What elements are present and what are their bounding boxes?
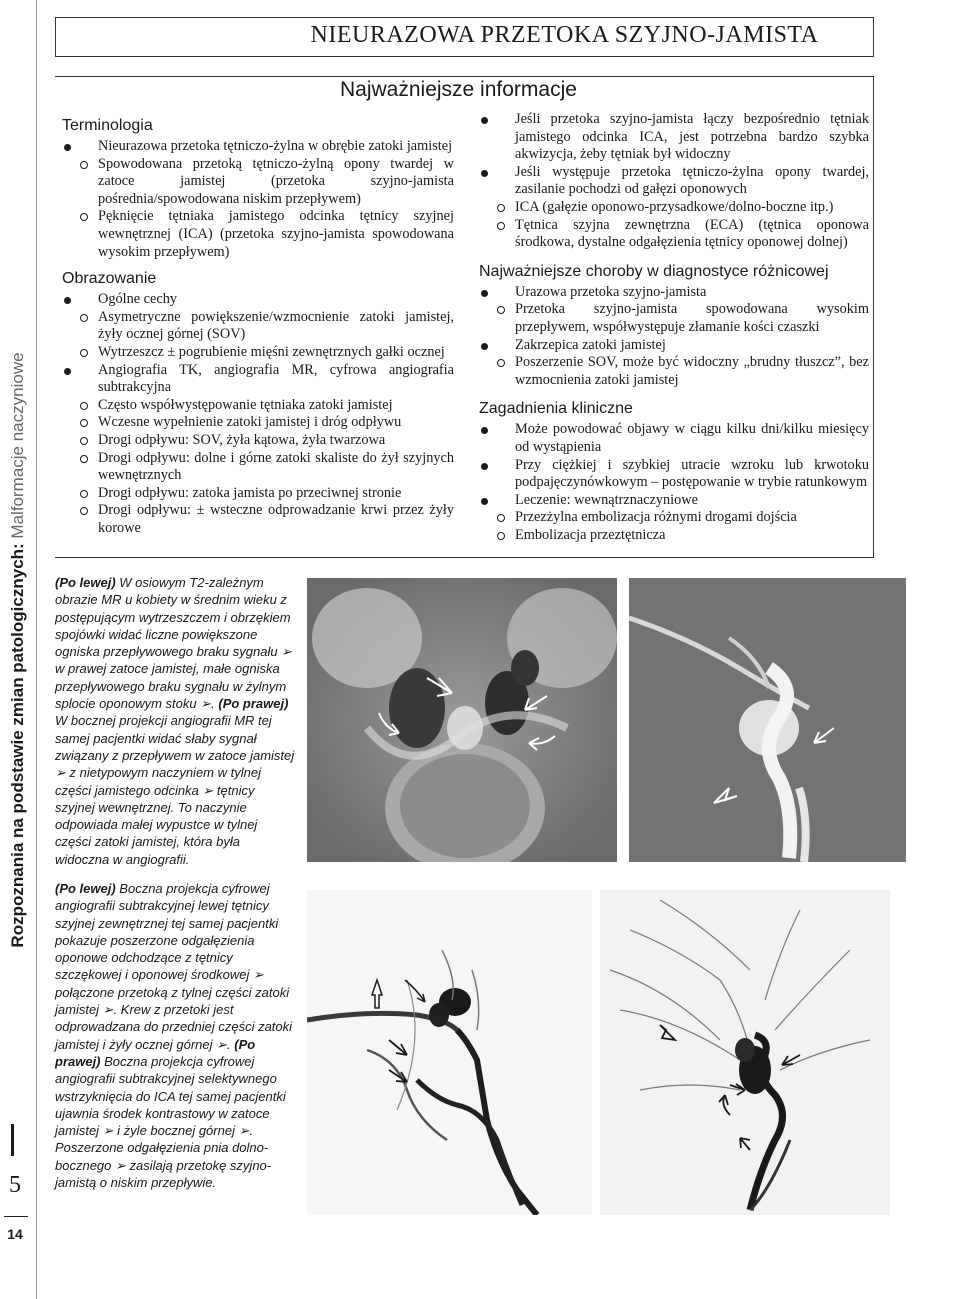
caption-bottom-left-text: Boczna projekcja cyfrowej angiografii subtrakcyjnej lewej tętnicy szyjnej zewnętrznej tej samej pacjentki pokazuje poszerzone odgałęzienia oponowe odchodzące z tętnicy szczękowej i oponowej środkowej ➢ połączone przetoką z tylnej części zatoki jamistej ➢. Krew z przetoki jest odprowadzana do przedniej części zatoki jamistej i żyły ocznej górnej ➢.	[55, 881, 293, 1052]
dsa-eca-image	[307, 890, 592, 1215]
sub-bullet-item: ICA (gałęzie oponowo-przysadkowe/dolno-boczne itp.)	[479, 199, 869, 217]
sidebar	[0, 0, 37, 1299]
sub-bullet-item: Drogi odpływu: SOV, żyła kątowa, żyła twarzowa	[62, 432, 454, 450]
bullet-item: Urazowa przetoka szyjno-jamista	[479, 284, 869, 302]
sub-bullet-item: Często współwystępowanie tętniaka zatoki jamistej	[62, 397, 454, 415]
sub-bullet-item: Embolizacja przeztętnicza	[479, 527, 869, 545]
info-title: Najważniejsze informacje	[340, 78, 577, 101]
running-header	[8, 352, 28, 947]
bullet-item: Angiografia TK, angiografia MR, cyfrowa angiografia subtrakcyjna	[62, 362, 454, 397]
caption-bottom-right-text: Boczna projekcja cyfrowej angiografii subtrakcyjnej selektywnego wstrzyknięcia do ICA tej samej pacjentki ujawnia środek kontrastowy w zatoce jamistej ➢ i żyle bocznej górnej ➢. Poszerzone odgałęzienia pnia dolno-bocznego ➢ zasilają przetokę szyjno-jamistą o niskim przepływie.	[55, 1053, 286, 1191]
title-box	[55, 17, 874, 57]
mr-angiography-image	[629, 578, 906, 862]
page-number: 14	[7, 1226, 23, 1242]
bullet-item: Nieurazowa przetoka tętniczo-żylna w obrębie zatoki jamistej	[62, 138, 454, 156]
chapter-rule	[4, 1216, 28, 1217]
bullet-item: Przy ciężkiej i szybkiej utracie wzroku lub krwotoku podpajęczynówkowym – postępowanie w trybie ratunkowym	[479, 457, 869, 492]
sub-bullet-item: Spowodowana przetoką tętniczo-żylną opony twardej w zatoce jamistej (przetoka szyjno-jamista pośrednia/spowodowana niskim przepływem)	[62, 156, 454, 209]
section-heading: Najważniejsze choroby w diagnostyce różnicowej	[479, 262, 829, 280]
mr-axial-image	[307, 578, 617, 862]
sub-bullet-item: Przezżylna embolizacja różnymi drogami dojścia	[479, 509, 869, 527]
caption-bottom	[55, 880, 295, 1191]
sub-bullet-item: Przetoka szyjno-jamista spowodowana wysokim przepływem, współwystępuje złamanie kości czaszki	[479, 301, 869, 336]
caption-top	[55, 574, 295, 868]
chapter-bar	[11, 1124, 14, 1156]
sub-bullet-item: Drogi odpływu: ± wsteczne odprowadzanie krwi przez żyły korowe	[62, 502, 454, 537]
page-title: NIEURAZOWA PRZETOKA SZYJNO-JAMISTA	[310, 22, 819, 48]
bullet-item: Jeśli przetoka szyjno-jamista łączy bezpośrednio tętniak jamistego odcinka ICA, jest potrzebna bardzo szybka akwizycja, żeby tętniak był widoczny	[479, 111, 869, 164]
left-column	[62, 116, 454, 537]
sub-bullet-item: Pęknięcie tętniaka jamistego odcinka tętnicy szyjnej wewnętrznej (ICA) (przetoka szyjno-jamista spowodowana wysokim przepływem)	[62, 208, 454, 261]
sub-bullet-item: Wytrzeszcz ± pogrubienie mięśni zewnętrznych gałki ocznej	[62, 344, 454, 362]
section-heading: Zagadnienia kliniczne	[479, 400, 633, 418]
sub-bullet-item: Wczesne wypełnienie zatoki jamistej i dróg odpływu	[62, 414, 454, 432]
chapter-number: 5	[9, 1172, 21, 1198]
bullet-item: Zakrzepica zatoki jamistej	[479, 337, 869, 355]
running-header-bold: Rozpoznania na podstawie zmian patologicznych:	[8, 543, 27, 948]
caption-top-left-text: W osiowym T2-zależnym obrazie MR u kobiety w średnim wieku z postępującym wytrzeszczem i obrzękiem spojówki widać liczne powiększone ogniska przepływowego braku sygnału ➢ w prawej zatoce jamistej, małe ogniska przepływowego braku sygnału w żylnym splocie oponowym stoku ➢.	[55, 575, 293, 712]
sub-bullet-item: Poszerzenie SOV, może być widoczny „brudny tłuszcz”, bez wzmocnienia zatoki jamistej	[479, 354, 869, 389]
section-heading: Terminologia	[62, 117, 153, 134]
caption-top-right-text: W bocznej projekcji angiografii MR tej samej pacjentki widać słaby sygnał związany z przepływem w zatoce jamistej ➢ z nietypowym naczyniem w tylnej części jamistego odcinka ➢ tętnicy szyjnej wewnętrznej. To naczynie odpowiada małej wypustce w tylnej części zatoki jamistej, która była widoczna w angiografii.	[55, 713, 295, 867]
caption-bottom-right-label: (Po prawej)	[55, 1036, 256, 1069]
caption-top-left-label: (Po lewej)	[55, 575, 116, 590]
sub-bullet-item: Asymetryczne powiększenie/wzmocnienie zatoki jamistej, żyły ocznej górnej (SOV)	[62, 309, 454, 344]
sub-bullet-item: Tętnica szyjna zewnętrzna (ECA) (tętnica oponowa środkowa, dystalne odgałęzienia tętnicy oponowej dolnej)	[479, 217, 869, 252]
sub-bullet-item: Drogi odpływu: zatoka jamista po przeciwnej stronie	[62, 485, 454, 503]
running-header-light: Malformacje naczyniowe	[8, 352, 27, 544]
caption-top-right-label: (Po prawej)	[218, 696, 289, 712]
sub-bullet-item: Drogi odpływu: dolne i górne zatoki skaliste do żył szyjnych wewnętrznych	[62, 450, 454, 485]
section-heading: Obrazowanie	[62, 270, 157, 288]
bullet-item: Leczenie: wewnątrznaczyniowe	[479, 492, 869, 510]
bullet-item: Jeśli występuje przetoka tętniczo-żylna opony twardej, zasilanie pochodzi od gałęzi oponowych	[479, 164, 869, 199]
bullet-item: Ogólne cechy	[62, 291, 454, 309]
right-column	[479, 111, 869, 544]
bullet-item: Może powodować objawy w ciągu kilku dni/kilku miesięcy od wystąpienia	[479, 421, 869, 456]
dsa-ica-image	[600, 890, 890, 1215]
caption-bottom-left-label: (Po lewej)	[55, 881, 116, 896]
